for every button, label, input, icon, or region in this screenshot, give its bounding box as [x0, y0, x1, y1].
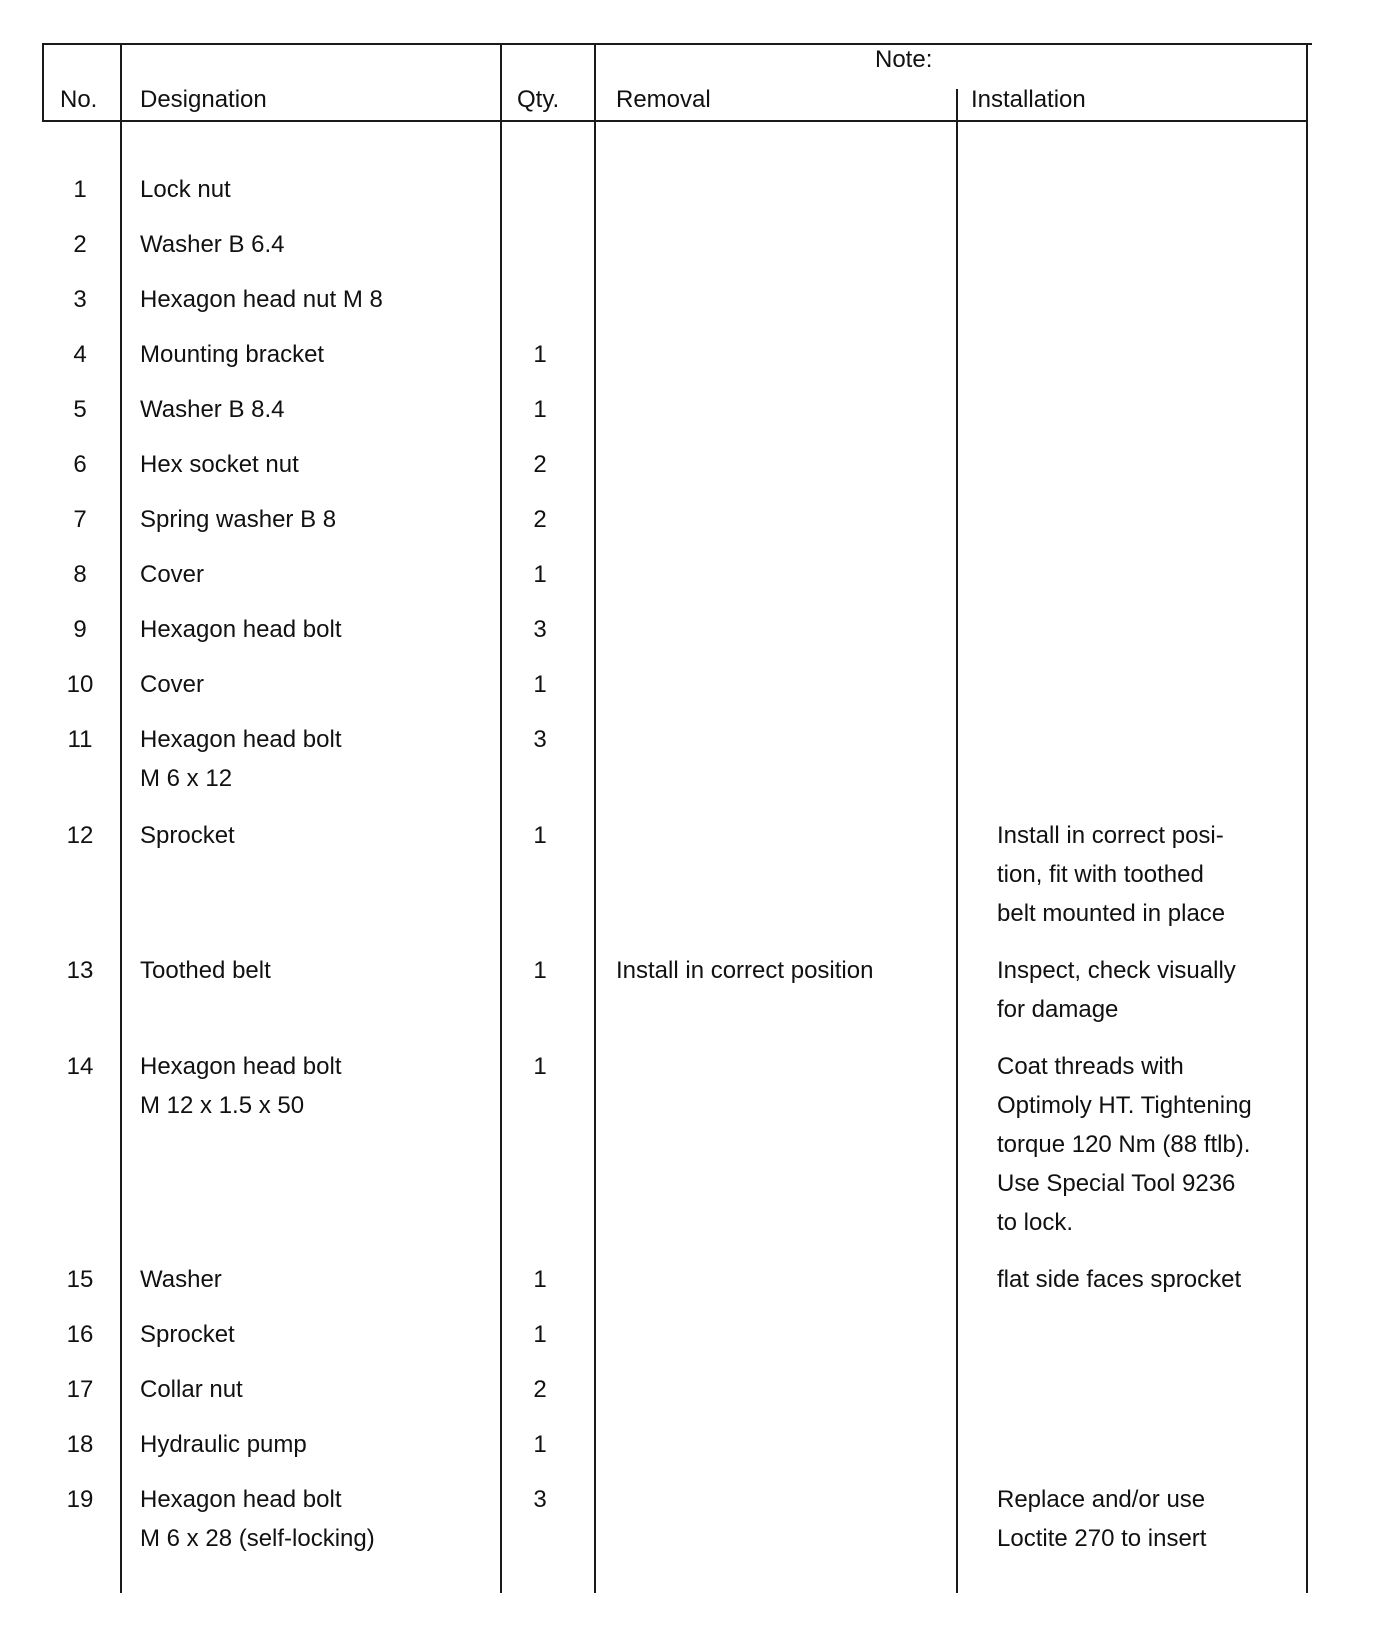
row-designation: Sprocket — [140, 1321, 235, 1348]
row-installation-note: Use Special Tool 9236 — [997, 1170, 1236, 1197]
row-designation: Toothed belt — [140, 957, 271, 984]
row-qty: 2 — [533, 506, 547, 533]
row-designation: Hydraulic pump — [140, 1431, 307, 1458]
row-designation: Mounting bracket — [140, 341, 325, 368]
row-qty: 3 — [533, 616, 547, 643]
row-designation: Sprocket — [140, 822, 235, 849]
row-number: 14 — [66, 1053, 94, 1080]
row-qty: 1 — [533, 822, 547, 849]
row-number: 18 — [66, 1431, 94, 1458]
row-number: 19 — [66, 1486, 94, 1513]
row-designation: Hexagon head bolt — [140, 616, 342, 643]
row-qty: 1 — [533, 1321, 547, 1348]
header-designation: Designation — [140, 86, 267, 113]
row-installation-note: tion, fit with toothed — [997, 861, 1204, 888]
right-border — [1306, 43, 1308, 1593]
row-qty: 1 — [533, 1431, 547, 1458]
row-installation-note: torque 120 Nm (88 ftlb). — [997, 1131, 1251, 1158]
left-border — [42, 43, 44, 122]
row-designation: Lock nut — [140, 176, 231, 203]
row-installation-note: Optimoly HT. Tightening — [997, 1092, 1252, 1119]
row-number: 7 — [73, 506, 87, 533]
row-qty: 1 — [533, 561, 547, 588]
column-divider-qty — [594, 43, 596, 1593]
row-qty: 2 — [533, 1376, 547, 1403]
row-installation-note: Coat threads with — [997, 1053, 1184, 1080]
row-number: 11 — [67, 726, 93, 753]
row-number: 17 — [66, 1376, 94, 1403]
row-designation: Hexagon head nut M 8 — [140, 286, 383, 313]
row-installation-note: flat side faces sprocket — [997, 1266, 1242, 1293]
row-designation: M 12 x 1.5 x 50 — [140, 1092, 305, 1119]
row-installation-note: for damage — [997, 996, 1119, 1023]
row-number: 6 — [73, 451, 87, 478]
header-note: Note: — [875, 46, 933, 73]
column-divider-removal — [956, 89, 958, 1593]
row-qty: 1 — [533, 1266, 547, 1293]
row-number: 8 — [73, 561, 87, 588]
header-qty: Qty. — [517, 86, 560, 113]
header-bottom-border — [42, 120, 1308, 122]
row-installation-note: to lock. — [997, 1209, 1074, 1236]
table-top-border — [42, 43, 1312, 45]
row-qty: 3 — [533, 1486, 547, 1513]
row-designation: Hex socket nut — [140, 451, 299, 478]
row-number: 13 — [66, 957, 94, 984]
row-removal-note: Install in correct position — [616, 957, 874, 984]
header-removal: Removal — [616, 86, 711, 113]
row-designation: Washer B 8.4 — [140, 396, 285, 423]
row-number: 3 — [73, 286, 87, 313]
row-installation-note: belt mounted in place — [997, 900, 1226, 927]
row-number: 5 — [73, 396, 87, 423]
row-designation: Hexagon head bolt — [140, 726, 342, 753]
row-designation: Spring washer B 8 — [140, 506, 337, 533]
row-qty: 1 — [533, 671, 547, 698]
row-number: 12 — [66, 822, 94, 849]
column-divider-no — [120, 43, 122, 1593]
row-designation: Hexagon head bolt — [140, 1486, 342, 1513]
row-installation-note: Install in correct posi- — [997, 822, 1224, 849]
row-qty: 3 — [533, 726, 547, 753]
row-number: 16 — [66, 1321, 94, 1348]
row-designation: M 6 x 12 — [140, 765, 233, 792]
row-qty: 1 — [533, 957, 547, 984]
row-designation: Washer B 6.4 — [140, 231, 285, 258]
row-installation-note: Loctite 270 to insert — [997, 1525, 1207, 1552]
row-qty: 1 — [533, 1053, 547, 1080]
row-number: 1 — [73, 176, 87, 203]
row-number: 2 — [73, 231, 87, 258]
row-qty: 1 — [533, 396, 547, 423]
header-no: No. — [60, 86, 98, 113]
row-designation: Hexagon head bolt — [140, 1053, 342, 1080]
header-installation: Installation — [971, 86, 1086, 113]
row-designation: Collar nut — [140, 1376, 243, 1403]
row-designation: Washer — [140, 1266, 222, 1293]
row-qty: 1 — [533, 341, 547, 368]
row-installation-note: Inspect, check visually — [997, 957, 1236, 984]
row-number: 15 — [66, 1266, 94, 1293]
row-designation: Cover — [140, 671, 205, 698]
row-qty: 2 — [533, 451, 547, 478]
row-number: 9 — [73, 616, 87, 643]
row-installation-note: Replace and/or use — [997, 1486, 1206, 1513]
row-number: 10 — [66, 671, 94, 698]
row-number: 4 — [73, 341, 87, 368]
row-designation: M 6 x 28 (self-locking) — [140, 1525, 375, 1552]
row-designation: Cover — [140, 561, 205, 588]
